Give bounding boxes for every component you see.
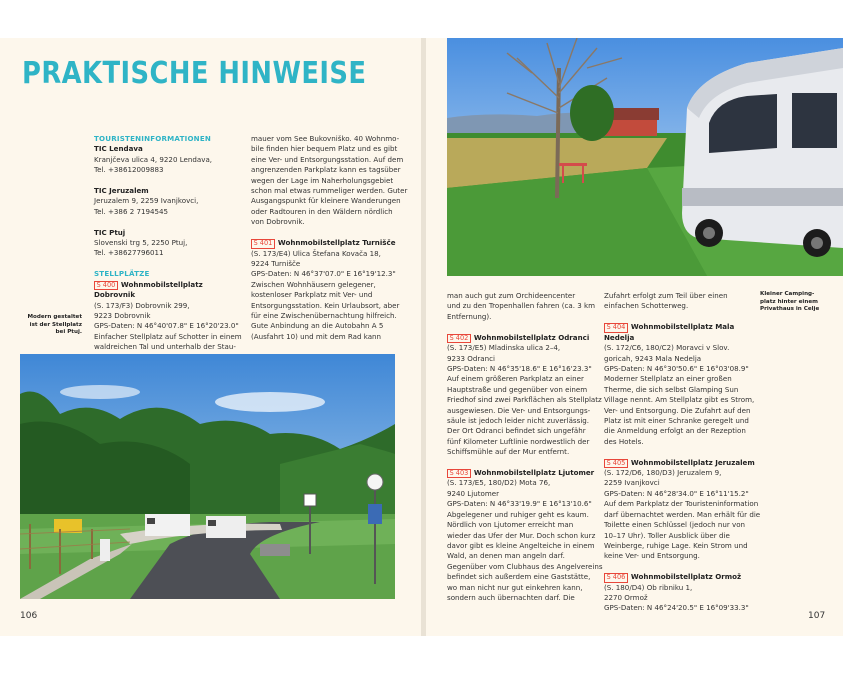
spot-line: fünf Kilometer Luftlinie nordwestlich der (447, 436, 590, 446)
spot-line: GPS-Daten: N 46°30'50.6" E 16°03'08.9" (604, 363, 749, 373)
spot-line: GPS-Daten: N 46°40'07.8" E 16°20'23.0" (94, 321, 239, 331)
spot-badge: S 400 (94, 281, 118, 291)
body-line: einfachen Schotterweg. (604, 301, 689, 311)
body-line: schon mal etwas rummeliger werden. Guter (251, 186, 408, 196)
spot-line: Einfacher Stellplatz auf Schotter in einem (94, 331, 242, 341)
spot-line: 9240 Ljutomer (447, 488, 500, 498)
tic-name: TIC Lendava (94, 144, 143, 154)
spot-line: Therme, die sich selbst Glamping Sun (604, 384, 739, 394)
spot-line: Friedhof sind zwei Parkflächen als Stellplatz (447, 395, 602, 405)
spot-name: Wohnmobilstellplatz Mala Nedelja (604, 322, 735, 342)
spot-line: waldreichen Tal und unterhalb der Stau- (94, 342, 236, 352)
body-line: man auch gut zum Orchideencenter (447, 291, 576, 300)
spot-line: sondern auch übernachten darf. Die (447, 592, 575, 602)
spot-line: des Hotels. (604, 436, 644, 446)
spot-line: Weinberge, ruhige Lage. Kein Strom und (604, 540, 748, 550)
body-line: angrenzenden Parkplatz kann es tagsüber (251, 165, 401, 175)
spot-name: Wohnmobilstellplatz Jeruzalem (630, 457, 755, 467)
spot-badge: S 403 (447, 469, 471, 479)
spot-line: befindet sich außerdem eine Gaststätte, (447, 572, 591, 582)
spot-line: Gegenüber vom Clubhaus des Angelvereins (447, 561, 603, 571)
spot-line: wieder das Ufer der Mur. Doch schon kurz (447, 530, 596, 540)
spot-name: Wohnmobilstellplatz Ormož (630, 572, 742, 582)
spot-line: 10–17 Uhr). Toller Ausblick über die (604, 530, 730, 540)
spot-badge: S 402 (447, 334, 471, 344)
stellplatz-photo-right (447, 38, 843, 276)
photo-caption-right: Kleiner Camping- platz hinter einem Privathaus in Celje (760, 291, 820, 313)
spot-line: Platz ist mit einer Schranke geregelt und (604, 415, 749, 425)
spot-line: wo man nicht nur gut einkehren kann, (447, 582, 583, 592)
spot-line: Auf dem Parkplatz der Touristeninformation (604, 499, 759, 509)
spot-name: Wohnmobilstellplatz Odranci (473, 332, 590, 342)
spot-line: (S. 172/D6, 180/D3) Jeruzalem 9, (604, 468, 722, 478)
section-heading-tourist-info: TOURISTENINFORMATIONEN (94, 134, 212, 143)
body-line: mauer vom See Bukovniško. 40 Wohnmo- (251, 134, 400, 143)
spot-line: Toilette einen Schlüssel (jedoch nur von (604, 520, 746, 530)
left-page (0, 38, 421, 636)
spot-line: Ver- und Entsorgung. Die Zufahrt auf den (604, 405, 751, 415)
body-line: wegen der Lage im Naherholungsgebiet (251, 175, 394, 185)
spot-name: Wohnmobilstellplatz Ljutomer (473, 467, 595, 477)
body-line: und zu den Tropenhallen fahren (ca. 3 km (447, 301, 596, 311)
tic-name: TIC Ptuj (94, 227, 126, 237)
spot-badge: S 406 (604, 573, 628, 583)
spot-line: GPS-Daten: N 46°28'34.0" E 16°11'15.2" (604, 488, 749, 498)
spot-line: 2259 Ivanjkovci (604, 478, 660, 488)
spot-line: (S. 173/E5) Mladinska ulica 2–4, (447, 343, 561, 353)
body-line: Ausgangspunkt für kleinere Wanderungen (251, 196, 401, 206)
section-heading-stellplaetze: STELLPLÄTZE (94, 269, 150, 279)
spot-badge: S 405 (604, 459, 628, 469)
spot-line: Hauptstraße und gegenüber von einem (447, 384, 588, 394)
spot-line: Nördlich von Ljutomer erreicht man (447, 520, 574, 530)
spot-line: Zwischen Wohnhäusern gelegener, (251, 279, 376, 289)
left-column-1 (94, 134, 244, 353)
spot-line: GPS-Daten: N 46°35'18.6" E 16°16'23.3" (447, 363, 592, 373)
spot-line: GPS-Daten: N 46°24'20.5" E 16°09'33.3" (604, 603, 749, 613)
spot-line: (S. 173/E5, 180/D2) Mota 76, (447, 478, 551, 488)
spot-line: (Ausfahrt 10) und mit dem Rad kann (251, 331, 382, 341)
spot-line: Entsorgungsstation. Kein Urlaubsort, aber (251, 300, 400, 310)
tic-line: Jeruzalem 9, 2259 Ivanjkovci, (94, 196, 199, 206)
spot-line: 9233 Odranci (447, 353, 496, 363)
spot-line: Wald, an denen man angeln darf. (447, 551, 565, 561)
spot-name: Wohnmobilstellplatz Turnišče (277, 238, 396, 248)
spot-line: für eine Zwischenübernachtung hilfreich. (251, 310, 397, 320)
spot-line: Schiffsmühle auf der Mur entfernt. (447, 447, 570, 457)
right-column-2 (604, 291, 766, 614)
tic-line: Tel. +38627796011 (94, 248, 164, 258)
spot-line: (S. 173/F3) Dobrovnik 299, (94, 300, 190, 310)
body-line: von Dobrovnik. (251, 217, 305, 227)
body-line: oder Radtouren in den Wäldern nördlich (251, 206, 393, 216)
spot-line: GPS-Daten: N 46°37'07.0" E 16°19'12.3" (251, 269, 396, 279)
spot-line: 9224 Turnišče (251, 258, 301, 268)
spot-line: Gute Anbindung an die Autobahn A 5 (251, 321, 384, 331)
spot-line: säule ist jedoch leider nicht zuverlässig. (447, 415, 590, 425)
spot-line: (S. 180/D4) Ob ribniku 1, (604, 582, 693, 592)
body-line: Entfernung). (447, 311, 492, 321)
stellplatz-photo-left (20, 354, 395, 599)
right-page (426, 38, 843, 636)
tic-line: Tel. +386 2 7194545 (94, 206, 169, 216)
spot-line: Abgelegener und ruhiger geht es kaum. (447, 509, 589, 519)
tic-line: Tel. +38612009883 (94, 165, 164, 175)
spot-line: 9223 Dobrovnik (94, 310, 151, 320)
spot-line: die Anmeldung erfolgt an der Rezeption (604, 426, 746, 436)
spot-line: keine Ver- und Entsorgung. (604, 551, 700, 561)
spot-line: (S. 172/C6, 180/C2) Moravci v Slov. (604, 343, 730, 353)
spot-badge: S 401 (251, 239, 275, 249)
spot-line: Moderner Stellplatz an einer großen (604, 374, 732, 384)
spot-name: Wohnmobilstellplatz Dobrovnik (94, 279, 203, 300)
tic-name: TIC Jeruzalem (94, 186, 149, 196)
spot-line: Auf einem größeren Parkplatz an einer (447, 374, 584, 384)
tic-line: Kranjčeva ulica 4, 9220 Lendava, (94, 154, 213, 164)
body-line: Zufahrt erfolgt zum Teil über einen (604, 291, 728, 300)
spot-line: Der Ort Odranci befindet sich ungefähr (447, 426, 586, 436)
body-line: eine Ver- und Entsorgungsstation. Auf dem (251, 154, 404, 164)
photo-caption-left: Modern gestaltet ist der Stellplatz bei Ptuj. (27, 314, 82, 336)
spot-line: 2270 Ormož (604, 593, 648, 603)
page-number-left: 106 (20, 611, 38, 621)
spot-line: ausgewiesen. Die Ver- und Entsorgungs- (447, 405, 591, 415)
spot-line: goricah, 9243 Mala Nedelja (604, 353, 702, 363)
left-column-2 (251, 134, 411, 342)
spot-line: (S. 173/E4) Ulica Štefana Kovača 18, (251, 248, 381, 258)
spot-line: GPS-Daten: N 46°33'19.9" E 16°13'10.6" (447, 499, 592, 509)
spot-line: Village nennt. Am Stellplatz gibt es Strom, (604, 395, 755, 405)
right-column-1 (447, 291, 607, 603)
page-title: PRAKTISCHE HINWEISE (22, 56, 367, 91)
spot-line: davor gibt es kleine Angelteiche in einem (447, 540, 595, 550)
body-line: bile finden hier bequem Platz und es gibt (251, 144, 398, 154)
spot-badge: S 404 (604, 323, 628, 333)
spot-line: kostenloser Parkplatz mit Ver- und (251, 290, 373, 300)
page-number-right: 107 (808, 611, 826, 621)
spot-line: darf übernachtet werden. Man erhält für die (604, 509, 761, 519)
tic-line: Slovenski trg 5, 2250 Ptuj, (94, 238, 188, 248)
